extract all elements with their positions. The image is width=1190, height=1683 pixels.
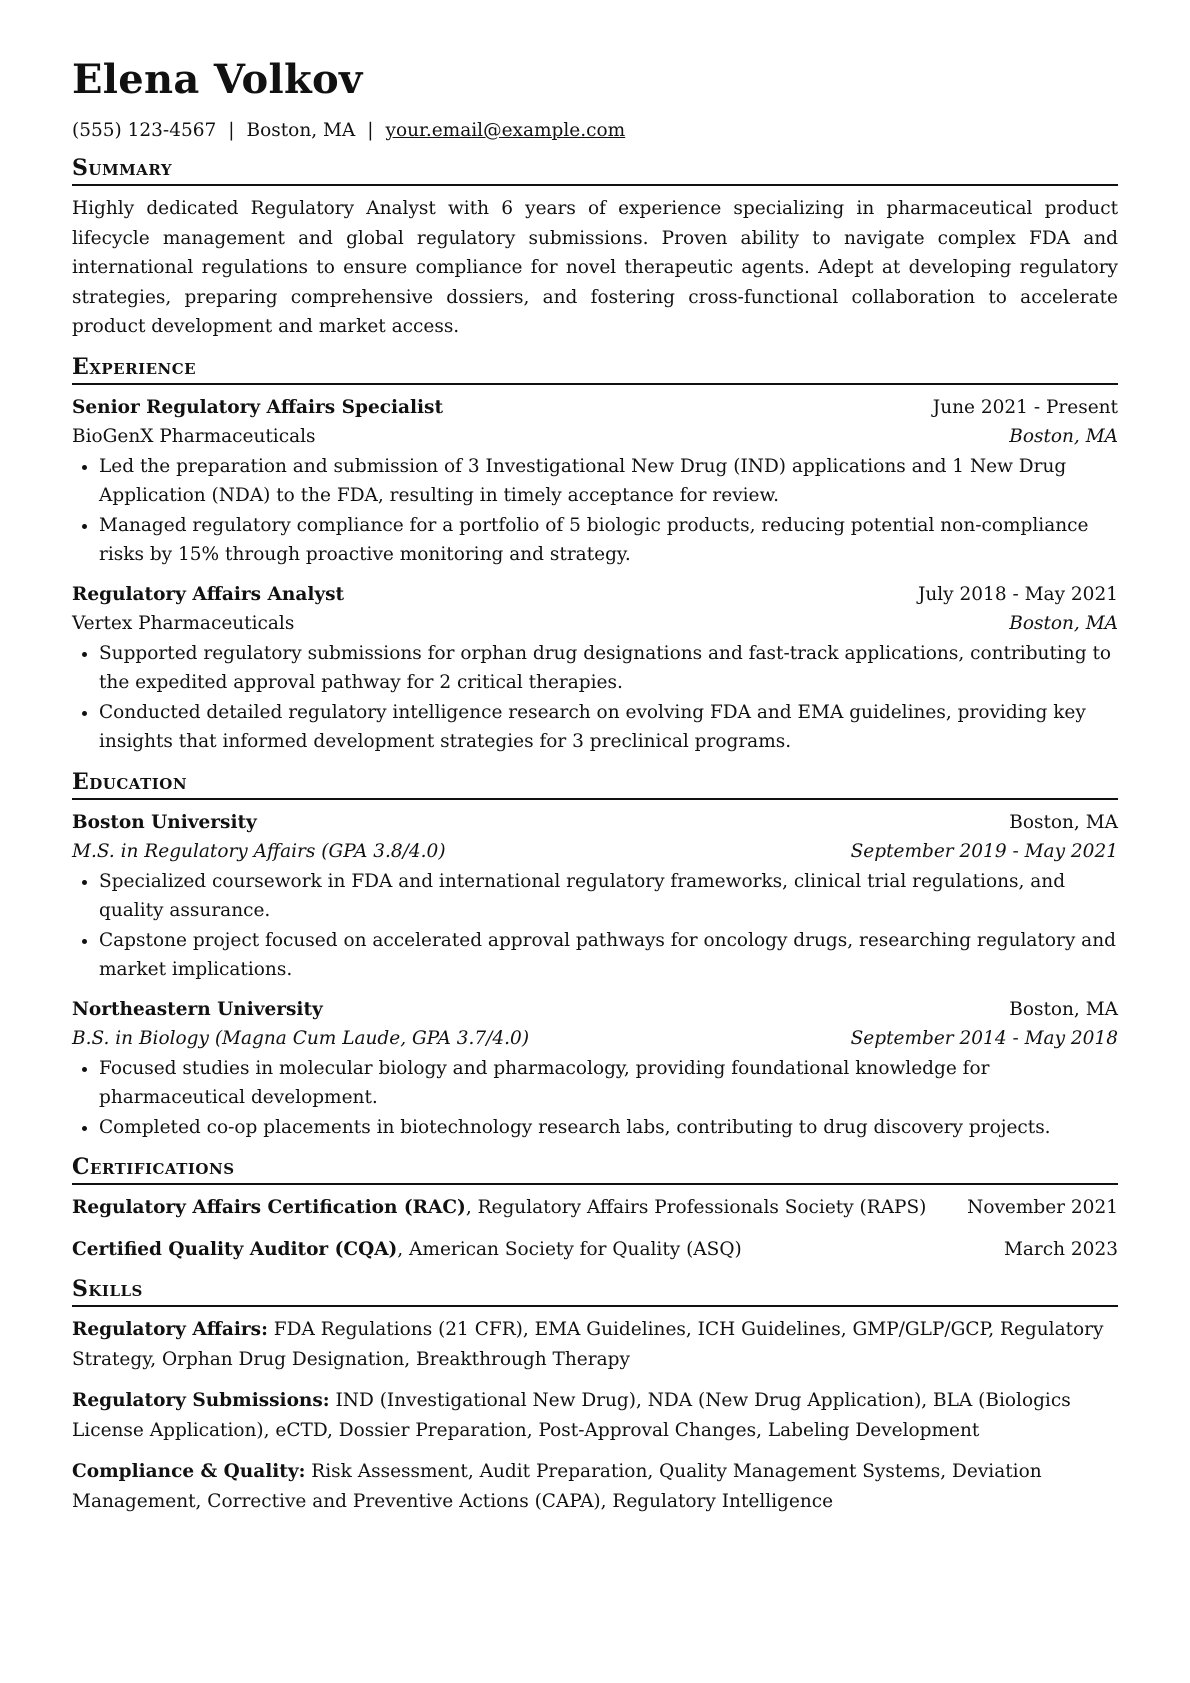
skill-list: Risk Assessment, Audit Preparation, Quality Management Systems, Deviation Management, Corrective and Preventive Actions (CAPA), Regulatory Intelligence <box>72 1461 1042 1512</box>
email-link[interactable]: your.email@example.com <box>385 120 626 141</box>
section-title-summary: Summary <box>72 155 1118 186</box>
education-header <box>72 808 1118 838</box>
section-title-certifications: Certifications <box>72 1154 1118 1185</box>
job-entry <box>72 393 1118 570</box>
job-bullets <box>72 639 1118 757</box>
job-bullets <box>72 452 1118 570</box>
bullet-item: • Conducted detailed regulatory intelligence research on evolving FDA and EMA guidelines, providing key insights that informed development strategies for 3 preclinical programs. <box>99 698 1118 757</box>
bullet-item: • Led the preparation and submission of 3 Investigational New Drug (IND) applications and 1 New Drug Application (NDA) to the FDA, resulting in timely acceptance for review. <box>99 452 1118 511</box>
school-location: Boston, MA <box>1009 811 1118 833</box>
degree: B.S. in Biology (Magna Cum Laude, GPA 3.7/4.0) <box>72 1028 530 1049</box>
contact-separator: | <box>228 120 235 141</box>
skill-label: Compliance & Quality: <box>72 1461 306 1482</box>
skill-group <box>72 1457 1118 1516</box>
skill-list: FDA Regulations (21 CFR), EMA Guidelines, ICH Guidelines, GMP/GLP/GCP, Regulatory Strategy, Orphan Drug Designation, Breakthrough Therapy <box>72 1319 1104 1370</box>
contact-line <box>72 119 1118 143</box>
certification-issuer: , American Society for Quality (ASQ) <box>397 1238 742 1260</box>
education-header <box>72 995 1118 1025</box>
education-entry <box>72 995 1118 1143</box>
job-company: BioGenX Pharmaceuticals <box>72 426 316 447</box>
skill-label: Regulatory Affairs: <box>72 1319 268 1340</box>
education-bullets <box>72 1054 1118 1143</box>
candidate-name: Elena Volkov <box>72 56 363 103</box>
bullet-item: • Focused studies in molecular biology and pharmacology, providing foundational knowledge for pharmaceutical development. <box>99 1054 1118 1113</box>
certification-text <box>72 1235 980 1265</box>
section-title-education: Education <box>72 769 1118 800</box>
summary-text: Highly dedicated Regulatory Analyst with 6 years of experience specializing in pharmaceutical product lifecycle management and global regulatory submissions. Proven ability to navigate complex FDA and international regulations to ensure compliance for novel therapeutic agents. Adept at developing regulatory strategies, preparing comprehensive dossiers, and fostering cross-functional collaboration to accelerate product development and market access. <box>72 198 1118 337</box>
job-role: Senior Regulatory Affairs Specialist <box>72 396 444 418</box>
certification-date: March 2023 <box>1003 1238 1118 1260</box>
school-location: Boston, MA <box>1009 998 1118 1020</box>
section-title-experience: Experience <box>72 354 1118 385</box>
certification-item <box>72 1193 1118 1223</box>
certification-item <box>72 1235 1118 1265</box>
certification-name: Certified Quality Auditor (CQA) <box>72 1238 398 1260</box>
job-location: Boston, MA <box>1009 426 1118 447</box>
school-name: Boston University <box>72 811 257 833</box>
skills-section <box>72 1276 1118 1516</box>
bullet-item: • Specialized coursework in FDA and international regulatory frameworks, clinical trial regulations, and quality assurance. <box>99 867 1118 926</box>
job-company: Vertex Pharmaceuticals <box>72 613 295 634</box>
job-location: Boston, MA <box>1009 613 1118 634</box>
education-bullets <box>72 867 1118 985</box>
education-entry <box>72 808 1118 985</box>
certification-text <box>72 1193 943 1223</box>
experience-section <box>72 354 1118 757</box>
skill-group <box>72 1386 1118 1445</box>
phone: (555) 123-4567 <box>72 120 217 141</box>
certification-issuer: , Regulatory Affairs Professionals Society (RAPS) <box>465 1197 927 1218</box>
job-subheader <box>72 422 1118 452</box>
education-subheader <box>72 1024 1118 1054</box>
education-dates: September 2014 - May 2018 <box>850 1028 1118 1049</box>
bullet-item: • Completed co-op placements in biotechnology research labs, contributing to drug discovery projects. <box>99 1113 1118 1143</box>
section-title-skills: Skills <box>72 1276 1118 1307</box>
contact-separator: | <box>367 120 374 141</box>
certification-name: Regulatory Affairs Certification (RAC) <box>72 1197 466 1218</box>
job-dates: June 2021 - Present <box>932 396 1118 418</box>
education-subheader <box>72 837 1118 867</box>
job-dates: July 2018 - May 2021 <box>917 583 1118 605</box>
skill-list: IND (Investigational New Drug), NDA (New Drug Application), BLA (Biologics License Application), eCTD, Dossier Preparation, Post-Approval Changes, Labeling Development <box>72 1390 1071 1441</box>
skill-label: Regulatory Submissions: <box>72 1390 330 1411</box>
job-entry <box>72 580 1118 757</box>
job-role: Regulatory Affairs Analyst <box>72 583 345 605</box>
education-section <box>72 769 1118 1143</box>
bullet-item: • Supported regulatory submissions for orphan drug designations and fast-track applications, contributing to the expedited approval pathway for 2 critical therapies. <box>99 639 1118 698</box>
summary-section <box>72 155 1118 342</box>
job-header <box>72 580 1118 610</box>
job-subheader <box>72 609 1118 639</box>
education-dates: September 2019 - May 2021 <box>850 841 1118 862</box>
bullet-item: • Capstone project focused on accelerated approval pathways for oncology drugs, researching regulatory and market implications. <box>99 926 1118 985</box>
certification-date: November 2021 <box>967 1197 1118 1218</box>
certifications-section <box>72 1154 1118 1264</box>
school-name: Northeastern University <box>72 998 323 1020</box>
location: Boston, MA <box>246 120 356 141</box>
skill-group <box>72 1315 1118 1374</box>
degree: M.S. in Regulatory Affairs (GPA 3.8/4.0) <box>72 841 446 862</box>
job-header <box>72 393 1118 423</box>
bullet-item: • Managed regulatory compliance for a portfolio of 5 biologic products, reducing potential non-compliance risks by 15% through proactive monitoring and strategy. <box>99 511 1118 570</box>
